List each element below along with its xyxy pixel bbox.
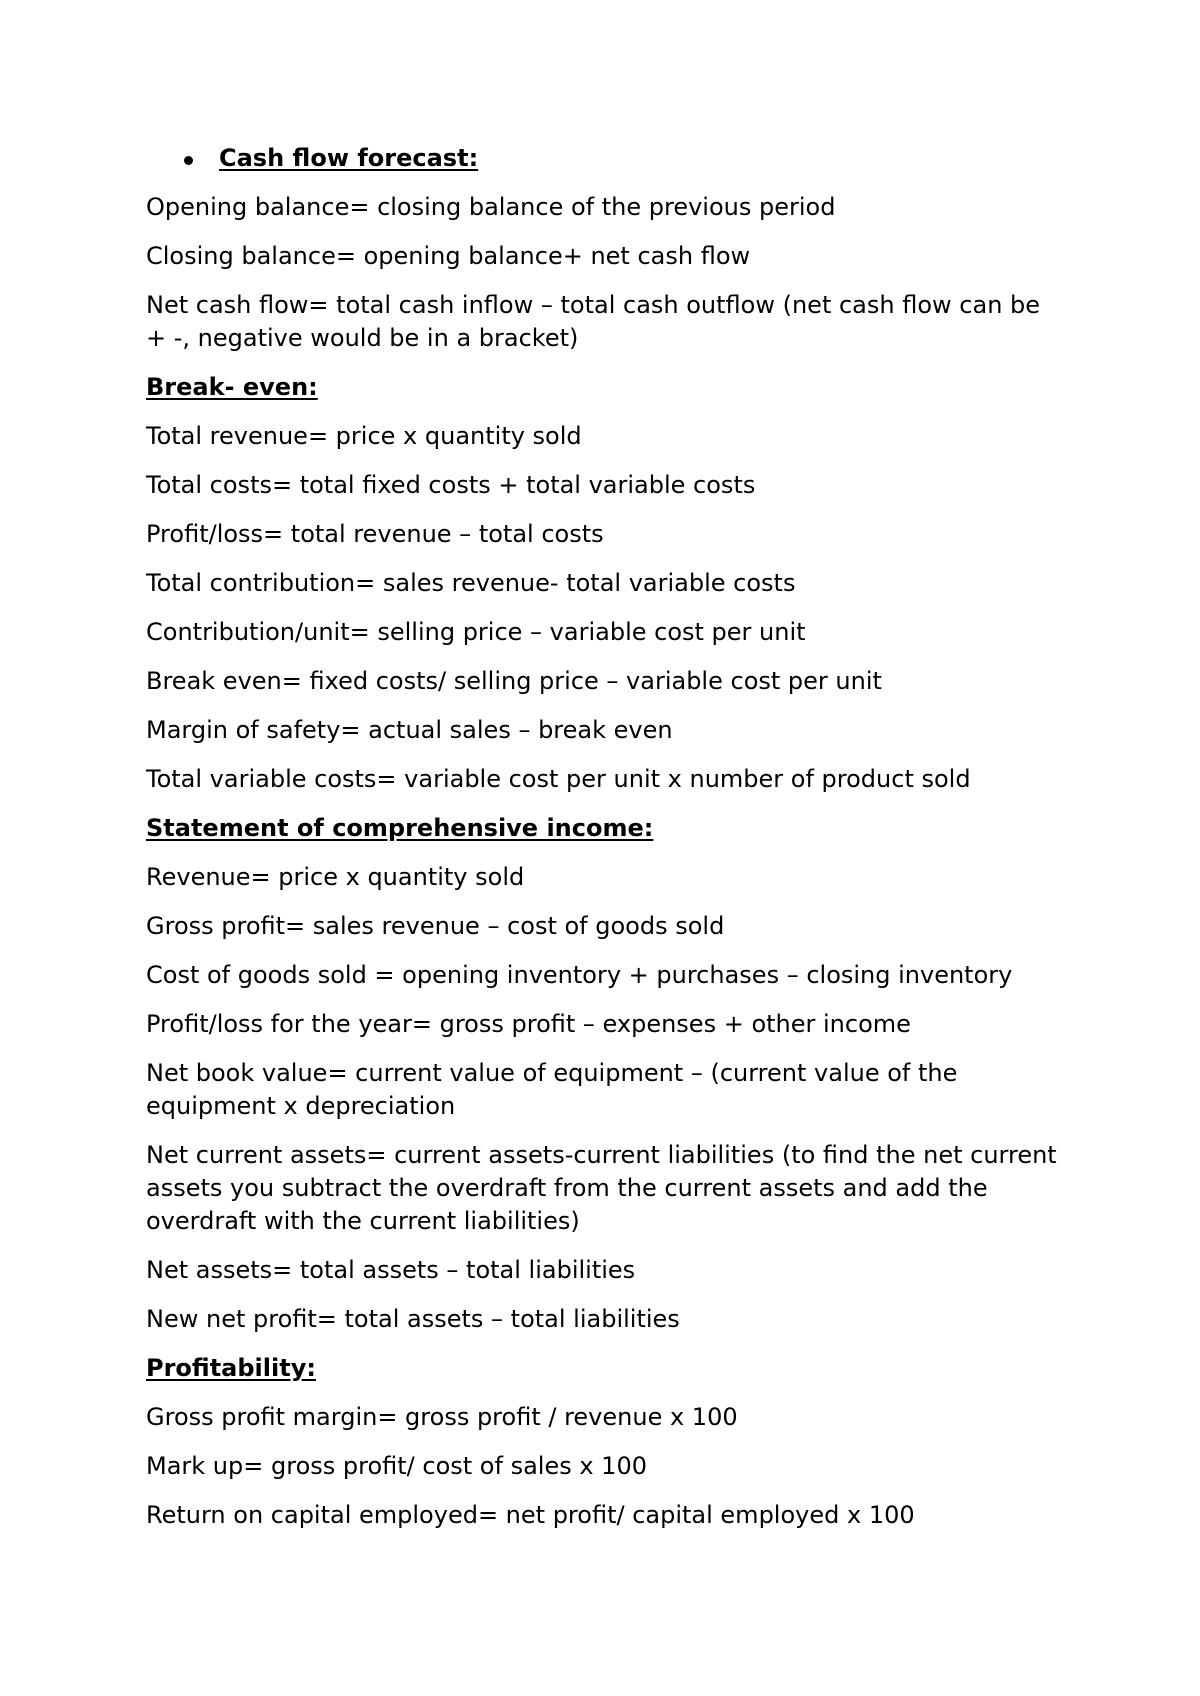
formula-line: Net assets= total assets – total liabilities xyxy=(146,1256,636,1284)
formula-line: Gross profit= sales revenue – cost of goods sold xyxy=(146,912,725,940)
formula-line: Return on capital employed= net profit/ capital employed x 100 xyxy=(146,1501,915,1529)
formula-line: Contribution/unit= selling price – variable cost per unit xyxy=(146,618,806,646)
section-heading-profitability: Profitability: xyxy=(146,1354,316,1382)
formula-line: Total costs= total fixed costs + total variable costs xyxy=(146,471,756,499)
formula-line: Margin of safety= actual sales – break even xyxy=(146,716,673,744)
formula-line: Profit/loss for the year= gross profit – expenses + other income xyxy=(146,1010,911,1038)
formula-line: Gross profit margin= gross profit / revenue x 100 xyxy=(146,1403,738,1431)
section-heading-cash-flow xyxy=(146,142,1066,175)
formula-line: Break even= fixed costs/ selling price – variable cost per unit xyxy=(146,667,882,695)
formula-line: Cost of goods sold = opening inventory + purchases – closing inventory xyxy=(146,961,1013,989)
formula-line: Closing balance= opening balance+ net cash flow xyxy=(146,242,751,270)
formula-line: Total contribution= sales revenue- total variable costs xyxy=(146,569,796,597)
formula-line: Net book value= current value of equipment – (current value of the equipment x depreciation xyxy=(146,1059,958,1120)
section-heading-income-statement: Statement of comprehensive income: xyxy=(146,814,654,842)
formula-line: Revenue= price x quantity sold xyxy=(146,863,525,891)
formula-line: Total revenue= price x quantity sold xyxy=(146,422,582,450)
formula-line: Mark up= gross profit/ cost of sales x 100 xyxy=(146,1452,647,1480)
document-body xyxy=(146,142,1066,1548)
bullet-icon xyxy=(184,156,193,165)
formula-line: New net profit= total assets – total liabilities xyxy=(146,1305,680,1333)
formula-line: Profit/loss= total revenue – total costs xyxy=(146,520,604,548)
formula-line: Total variable costs= variable cost per unit x number of product sold xyxy=(146,765,971,793)
formula-line: Net current assets= current assets-current liabilities (to find the net current assets you subtract the overdraft from the current assets and add the overdraft with the current liabilities) xyxy=(146,1141,1057,1235)
heading-text: Cash flow forecast: xyxy=(219,144,479,172)
formula-line: Opening balance= closing balance of the previous period xyxy=(146,193,836,221)
section-heading-break-even: Break- even: xyxy=(146,373,318,401)
formula-line: Net cash flow= total cash inflow – total cash outflow (net cash flow can be + -, negative would be in a bracket) xyxy=(146,291,1041,352)
